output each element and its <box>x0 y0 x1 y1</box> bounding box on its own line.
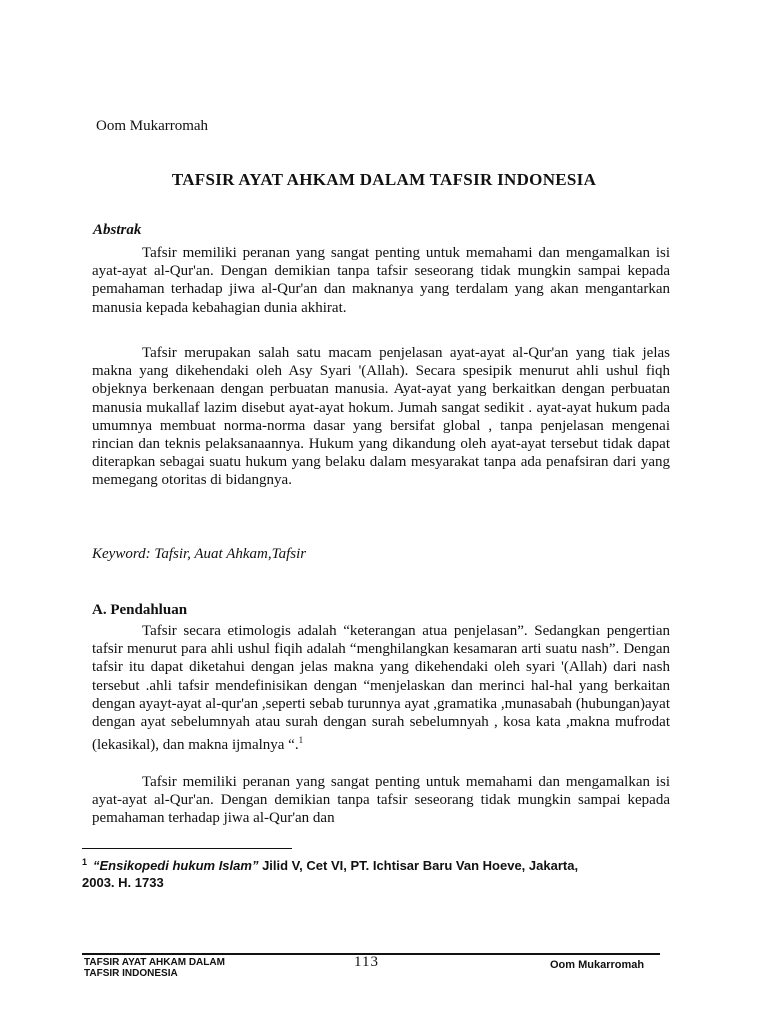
intro-paragraph-1-body: Tafsir secara etimologis adalah “keterangan atua penjelasan”. Sedangkan pengertian tafsir menurut para ahli ushul fiqih adalah “menghilangkan kesamaran arti suatu nash”. Dengan tafsir itu dapat diketahui dengan jelas makna yang dikehendaki oleh syari '(Allah) dari nash tersebut .ahli tafsir mendefinisikan dengan “menjelaskan dan merinci hal-hal yang berkaitan dengan ayayt-ayat al-qur'an ,seperti sebab turunnya ayat ,gramatika ,munasabah (hubungan)ayat dengan ayat sebelumnyah atau surah dengan surah sebelumnyah , kosa kata ,makna mufrodat (lekasikal), dan makna ijmalnya “. <box>92 623 670 754</box>
abstract-paragraph-1-text: Tafsir memiliki peranan yang sangat penting untuk memahami dan mengamalkan isi ayat-ayat al-Qur'an. Dengan demikian tanpa tafsir seseorang tidak mungkin sampai kepada pemahaman terhadap jiwa al-Qur'an dan maknanya yang terdalam yang akan mengantarkan manusia kepada kebahagian dunia akhirat. <box>92 245 670 316</box>
footnote-reference[interactable]: 1 <box>298 735 304 746</box>
keywords: Keyword: Tafsir, Auat Ahkam,Tafsir <box>92 546 307 562</box>
abstract-heading: Abstrak <box>93 222 142 238</box>
intro-paragraph-2-text: Tafsir memiliki peranan yang sangat penting untuk memahami dan mengamalkan isi ayat-ayat al-Qur'an. Dengan demikian tanpa tafsir seseorang tidak mungkin sampai kepada pemahaman terhadap jiwa al-Qur'an dan <box>92 774 670 827</box>
footnote <box>82 854 672 891</box>
footnote-line-2: 2003. H. 1733 <box>82 875 164 891</box>
intro-paragraph-1 <box>92 622 670 754</box>
footer-title-line-1: TAFSIR AYAT AHKAM DALAM <box>84 957 225 968</box>
footnote-source: “Ensikopedi hukum Islam” <box>93 858 259 874</box>
footer-author: Oom Mukarromah <box>550 959 645 971</box>
header-author: Oom Mukarromah <box>96 118 209 134</box>
abstract-paragraph-1 <box>92 244 670 317</box>
page-title: TAFSIR AYAT AHKAM DALAM TAFSIR INDONESIA <box>171 170 597 189</box>
page-number: 113 <box>354 954 379 970</box>
footnote-divider <box>82 848 292 849</box>
intro-paragraph-1-text <box>92 622 670 754</box>
footer-title-line-2: TAFSIR INDONESIA <box>84 968 178 979</box>
footnote-number: 1 <box>82 857 88 867</box>
section-heading: A. Pendahluan <box>92 602 188 618</box>
footnote-line-1 <box>82 858 578 873</box>
abstract-paragraph-2 <box>92 344 670 490</box>
intro-paragraph-2 <box>92 773 670 828</box>
abstract-paragraph-2-text: Tafsir merupakan salah satu macam penjelasan ayat-ayat al-Qur'an yang tiak jelas makna yang dikehendaki oleh Asy Syari '(Allah). Secara spesipik menurut ahli ushul fiqh objeknya berkenaan dengan perbuatan manusia. Ayat-ayat yang berkaitkan dengan perbuatan manusia mukallaf lazim disebut ayat-ayat hokum. Jumah sangat sedikit . ayat-ayat hukum pada umumnya membuat norma-norma dasar yang bersifat global , tanpa penjelasan mengenai rincian dan teknis pelaksanaannya. Hukum yang dikandung oleh ayat-ayat tersebut tidak dapat diterapkan sebagai suatu hukum yang belaku dalam mesyarakat tanpa ada penafsiran dari yang memegang otoritas di bidangnya. <box>92 345 670 489</box>
footnote-details: Jilid V, Cet VI, PT. Ichtisar Baru Van Hoeve, Jakarta, <box>258 858 579 874</box>
footer-running-title <box>84 957 225 979</box>
